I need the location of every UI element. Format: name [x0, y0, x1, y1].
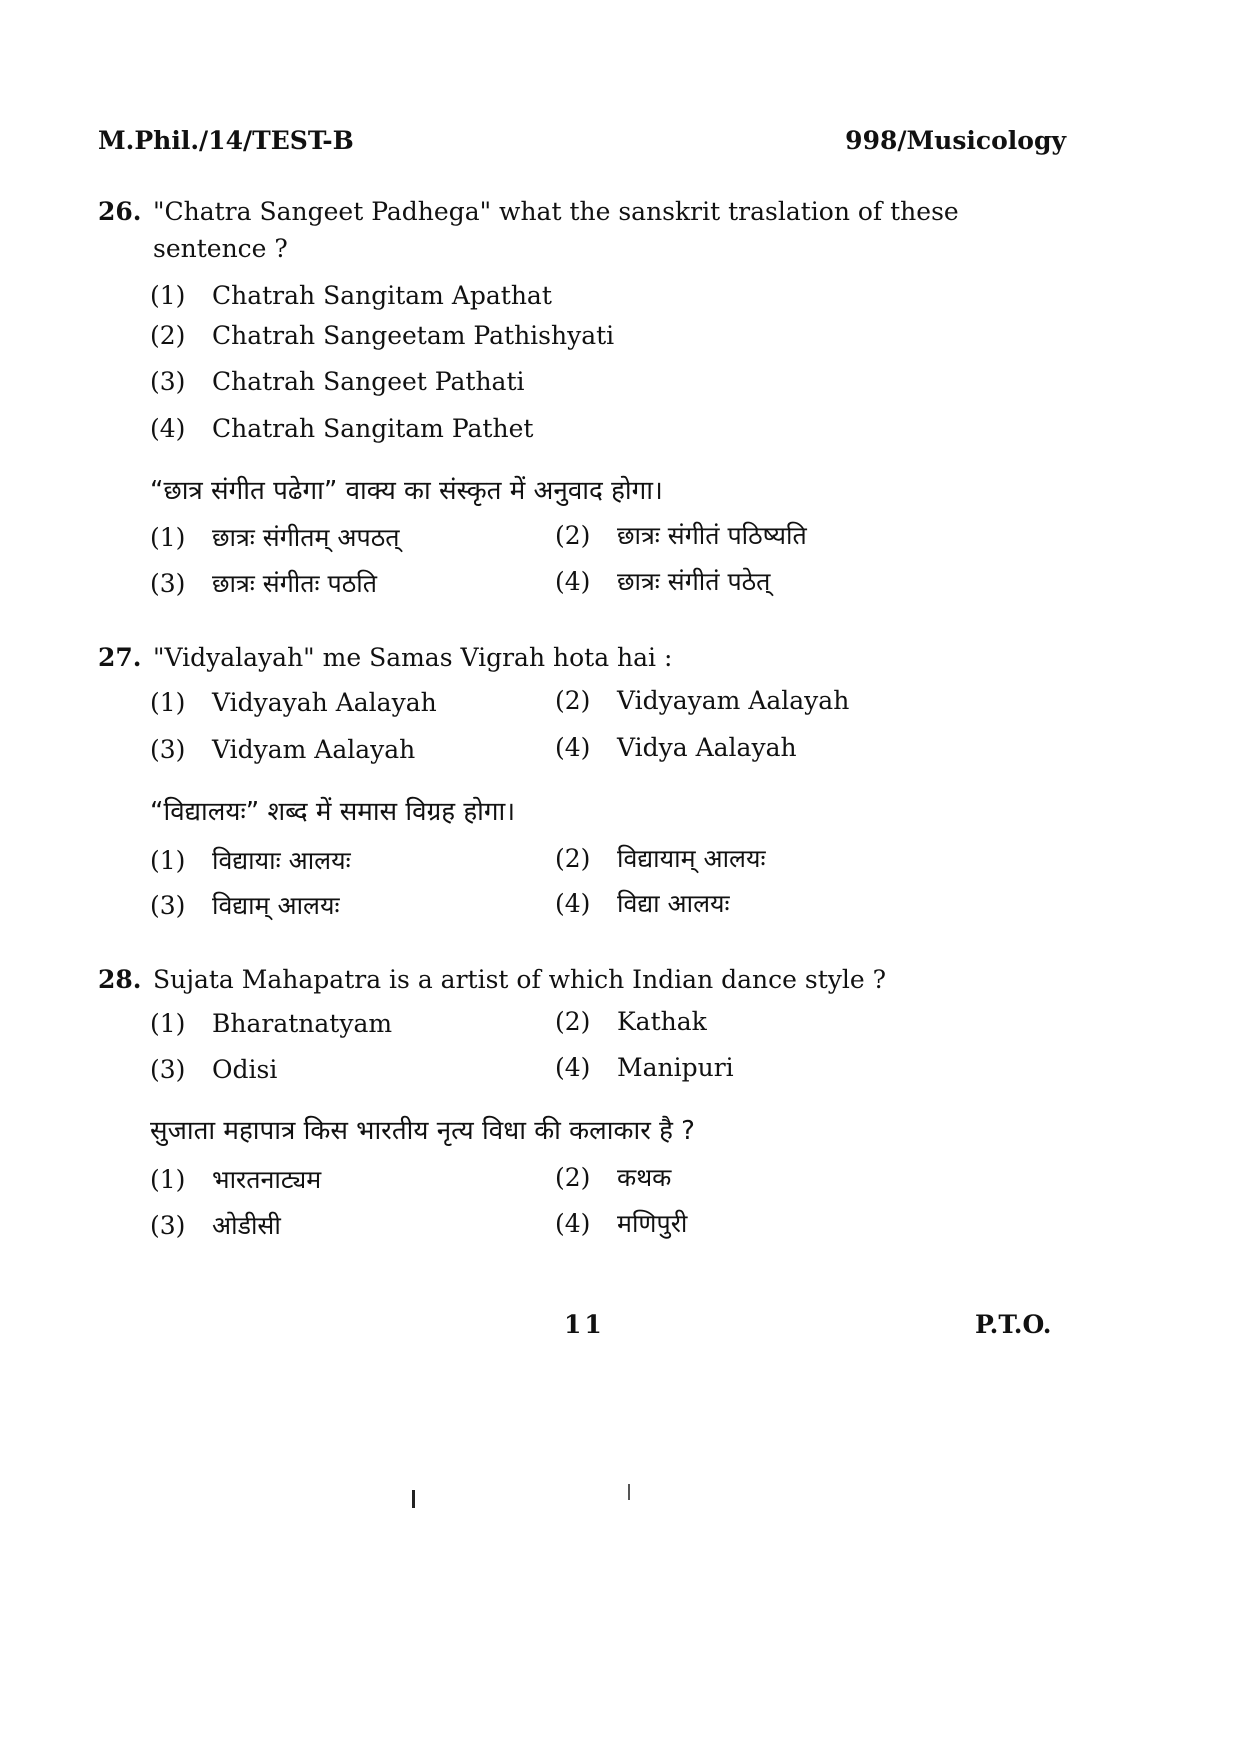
option-2: (2) Chatrah Sangeetam Pathishyati — [150, 321, 615, 350]
hindi-option-3: (3) विद्याम् आलयः — [150, 891, 340, 920]
question-stem — [98, 958, 1068, 1002]
option-1: (1) Vidyayah Aalayah — [150, 688, 437, 717]
hindi-option-1: (1) विद्यायाः आलयः — [150, 846, 351, 875]
question-text: "Vidyalayah" me Samas Vigrah hota hai : — [153, 643, 673, 672]
question-stem — [98, 636, 1068, 680]
question-number: 26. — [98, 197, 142, 226]
hindi-option-3: (3) ओडीसी — [150, 1211, 281, 1240]
option-3: (3) Odisi — [150, 1055, 278, 1084]
question-number: 28. — [98, 965, 142, 994]
paper-code: M.Phil./14/TEST-B — [98, 126, 354, 155]
hindi-option-2: (2) छात्रः संगीतं पठिष्यति — [555, 521, 807, 550]
hindi-question-text: सुजाता महापात्र किस भारतीय नृत्य विधा की कलाकार है ? — [150, 1116, 695, 1146]
hindi-option-3: (3) छात्रः संगीतः पठति — [150, 569, 377, 598]
option-2: (2) Vidyayam Aalayah — [555, 686, 850, 715]
hindi-option-2: (2) कथक — [555, 1163, 672, 1192]
option-4: (4) Chatrah Sangitam Pathet — [150, 414, 534, 443]
option-4: (4) Vidya Aalayah — [555, 733, 797, 762]
pto-label: P.T.O. — [975, 1310, 1052, 1339]
option-2: (2) Kathak — [555, 1007, 707, 1036]
hindi-question-text: “विद्यालयः” शब्द में समास विग्रह होगा। — [150, 797, 516, 827]
option-1: (1) Bharatnatyam — [150, 1009, 393, 1038]
hindi-option-2: (2) विद्यायाम् आलयः — [555, 844, 766, 873]
hindi-option-4: (4) विद्या आलयः — [555, 889, 730, 918]
hindi-option-4: (4) छात्रः संगीतं पठेत् — [555, 567, 771, 596]
hindi-option-1: (1) छात्रः संगीतम् अपठत् — [150, 523, 400, 552]
option-4: (4) Manipuri — [555, 1053, 734, 1082]
hindi-question-text: “छात्र संगीत पढेगा” वाक्य का संस्कृत में अनुवाद होगा। — [150, 476, 663, 506]
scan-mark — [412, 1490, 415, 1508]
option-3: (3) Chatrah Sangeet Pathati — [150, 367, 525, 396]
question-text: "Chatra Sangeet Padhega" what the sanskrit traslation of these — [153, 197, 959, 226]
hindi-option-4: (4) मणिपुरी — [555, 1209, 688, 1238]
question-text: Sujata Mahapatra is a artist of which Indian dance style ? — [153, 965, 887, 994]
subject-code: 998/Musicology — [845, 126, 1066, 155]
question-text-continued: sentence ? — [153, 234, 288, 263]
scan-mark — [628, 1484, 630, 1500]
option-1: (1) Chatrah Sangitam Apathat — [150, 281, 552, 310]
option-3: (3) Vidyam Aalayah — [150, 735, 416, 764]
hindi-option-1: (1) भारतनाट्यम — [150, 1165, 322, 1194]
question-stem — [98, 190, 1068, 234]
question-number: 27. — [98, 643, 142, 672]
page-number: 11 — [564, 1310, 605, 1339]
